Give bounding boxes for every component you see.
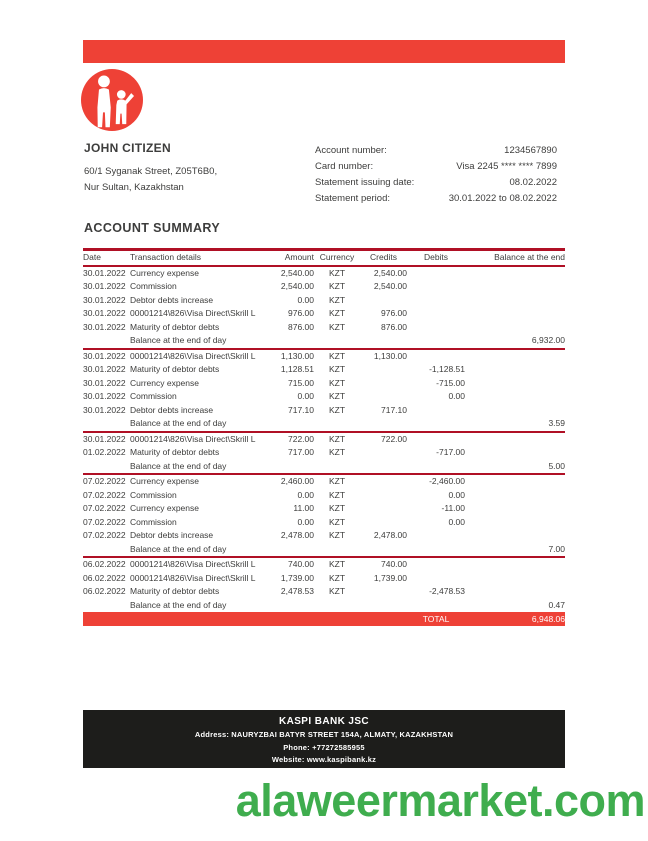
cell-debits — [407, 349, 465, 364]
cell-credits: 1,130.00 — [373, 350, 407, 361]
transaction-row — [83, 307, 565, 321]
statement-period-value: 30.01.2022 to 08.02.2022 — [448, 193, 557, 204]
cell-credits: 876.00 — [381, 321, 407, 332]
cell-amount: 1,130.00 — [280, 350, 314, 361]
balance-of-day-row — [83, 417, 565, 432]
cell-debits — [407, 572, 465, 586]
cell-details: Commission — [130, 489, 177, 500]
cell-date: 07.02.2022 — [83, 503, 126, 513]
cell-credits — [360, 489, 407, 503]
col-header-date: Date — [83, 252, 101, 262]
cell-date: 30.01.2022 — [83, 321, 126, 332]
transaction-row — [83, 266, 565, 281]
cell-details: Debtor debts increase — [130, 530, 214, 540]
card-number-value: Visa 2245 **** **** 7899 — [456, 161, 557, 172]
balance-of-day-value: 0.47 — [548, 599, 565, 610]
transaction-row — [83, 404, 565, 418]
transaction-row — [83, 529, 565, 543]
cell-balance — [465, 280, 565, 294]
cell-debits: -715.00 — [436, 377, 465, 388]
account-number-row — [315, 143, 557, 159]
cell-balance — [465, 321, 565, 335]
cell-credits: 2,478.00 — [373, 530, 407, 540]
cell-credits: 740.00 — [381, 559, 407, 569]
cell-date: 07.02.2022 — [83, 530, 126, 540]
cell-date: 06.02.2022 — [83, 572, 126, 583]
transaction-row — [83, 432, 565, 447]
footer-bank-name: KASPI BANK JSC — [278, 716, 370, 727]
balance-of-day-row — [83, 543, 565, 558]
cell-details: Maturity of debtor debts — [130, 586, 220, 596]
cell-details: Currency expense — [130, 377, 199, 388]
cell-credits — [360, 446, 407, 460]
cell-amount: 1,739.00 — [280, 572, 314, 583]
total-row — [83, 612, 565, 626]
cell-debits: -1,128.51 — [429, 364, 465, 374]
cell-date: 06.02.2022 — [83, 559, 126, 569]
cell-date: 30.01.2022 — [83, 281, 126, 291]
cell-details: Debtor debts increase — [130, 404, 214, 415]
cell-credits — [360, 390, 407, 404]
account-summary-table-wrap — [83, 248, 565, 626]
balance-of-day-row — [83, 599, 565, 613]
transaction-row — [83, 280, 565, 294]
transaction-row — [83, 572, 565, 586]
cell-balance — [465, 572, 565, 586]
cell-balance — [465, 390, 565, 404]
cell-details: 00001214\826\Visa Direct\Skrill L — [130, 433, 256, 444]
cell-balance — [465, 294, 565, 308]
col-header-balance: Balance at the end — [494, 252, 565, 262]
transaction-row — [83, 377, 565, 391]
col-header-credits: Credits — [370, 252, 397, 262]
cell-date: 01.02.2022 — [83, 447, 126, 457]
cell-date: 07.02.2022 — [83, 489, 126, 500]
card-number-label: Card number: — [315, 161, 374, 172]
cell-currency: KZT — [328, 489, 346, 500]
cell-debits: 0.00 — [448, 391, 465, 401]
cell-details: 00001214\826\Visa Direct\Skrill L — [130, 308, 256, 318]
transaction-row — [83, 489, 565, 503]
cell-credits: 2,540.00 — [373, 281, 407, 291]
cell-details: 00001214\826\Visa Direct\Skrill L — [130, 572, 256, 583]
cell-details: Debtor debts increase — [130, 294, 214, 305]
cell-details: Commission — [130, 391, 177, 401]
cell-currency: KZT — [328, 433, 346, 444]
cell-debits — [407, 432, 465, 447]
cell-amount: 0.00 — [297, 391, 314, 401]
kaspi-bank-logo-icon — [81, 69, 143, 131]
transaction-row — [83, 446, 565, 460]
cell-details: 00001214\826\Visa Direct\Skrill L — [130, 350, 256, 361]
card-number-row — [315, 159, 557, 175]
cell-details: Currency expense — [130, 267, 199, 278]
cell-debits — [407, 404, 465, 418]
cell-debits — [407, 321, 465, 335]
cell-date: 06.02.2022 — [83, 586, 126, 596]
balance-of-day-label: Balance at the end of day — [130, 460, 227, 471]
cell-balance — [465, 377, 565, 391]
cell-credits: 1,739.00 — [373, 572, 407, 583]
statement-issuing-date-value: 08.02.2022 — [509, 177, 557, 188]
balance-of-day-row — [83, 460, 565, 475]
col-header-amount: Amount — [284, 252, 314, 262]
cell-amount: 976.00 — [288, 308, 314, 318]
cell-credits: 717.10 — [381, 404, 407, 415]
balance-of-day-label: Balance at the end of day — [130, 599, 227, 610]
cell-credits: 722.00 — [381, 433, 407, 444]
balance-of-day-label: Balance at the end of day — [130, 543, 227, 554]
cell-currency: KZT — [328, 559, 346, 569]
cell-amount: 2,540.00 — [280, 281, 314, 291]
cell-date: 30.01.2022 — [83, 350, 126, 361]
cell-details: Currency expense — [130, 476, 199, 486]
statement-period-row — [315, 191, 557, 207]
cell-amount: 1,128.51 — [280, 364, 314, 374]
watermark-text: alaweermarket.com — [235, 775, 645, 826]
cell-currency: KZT — [328, 516, 346, 527]
transaction-row — [83, 321, 565, 335]
cell-balance — [465, 557, 565, 572]
cell-date: 30.01.2022 — [83, 433, 126, 444]
transaction-row — [83, 363, 565, 377]
cell-amount: 715.00 — [288, 377, 314, 388]
cell-amount: 717.10 — [288, 404, 314, 415]
cell-debits — [407, 307, 465, 321]
cell-debits — [407, 529, 465, 543]
cell-balance — [465, 432, 565, 447]
customer-address-line2: Nur Sultan, Kazakhstan — [84, 182, 184, 193]
transaction-row — [83, 557, 565, 572]
customer-address-line1: 60/1 Syganak Street, Z05T6B0, — [84, 166, 218, 177]
cell-currency: KZT — [328, 447, 346, 457]
cell-credits — [360, 516, 407, 530]
cell-debits: 0.00 — [448, 516, 465, 527]
cell-debits — [407, 280, 465, 294]
cell-currency: KZT — [328, 377, 346, 388]
balance-of-day-value: 3.59 — [548, 418, 565, 428]
cell-currency: KZT — [328, 350, 346, 361]
statement-issuing-date-row — [315, 175, 557, 191]
transaction-row — [83, 390, 565, 404]
statement-issuing-date-label: Statement issuing date: — [315, 177, 415, 188]
cell-debits: -2,460.00 — [429, 476, 465, 486]
transaction-row — [83, 349, 565, 364]
cell-date: 30.01.2022 — [83, 267, 126, 278]
cell-date: 30.01.2022 — [83, 404, 126, 415]
cell-balance — [465, 266, 565, 281]
cell-amount: 0.00 — [297, 516, 314, 527]
cell-balance — [465, 307, 565, 321]
balance-of-day-label: Balance at the end of day — [130, 418, 227, 428]
cell-currency: KZT — [328, 267, 346, 278]
cell-details: Currency expense — [130, 503, 199, 513]
cell-details: Commission — [130, 516, 177, 527]
balance-of-day-value: 5.00 — [548, 460, 565, 471]
cell-details: Maturity of debtor debts — [130, 447, 220, 457]
cell-balance — [465, 404, 565, 418]
cell-date: 07.02.2022 — [83, 516, 126, 527]
footer-bank-info — [83, 710, 565, 768]
transactions-body — [83, 266, 565, 627]
cell-debits: -2,478.53 — [429, 586, 465, 596]
cell-balance — [465, 349, 565, 364]
transaction-row — [83, 516, 565, 530]
cell-date: 30.01.2022 — [83, 364, 126, 374]
transaction-row — [83, 585, 565, 599]
account-info-block — [315, 143, 557, 207]
cell-currency: KZT — [328, 503, 346, 513]
cell-amount: 11.00 — [293, 503, 314, 513]
account-summary-table — [83, 248, 565, 626]
cell-currency: KZT — [328, 391, 346, 401]
cell-currency: KZT — [328, 476, 346, 486]
cell-currency: KZT — [328, 586, 346, 596]
cell-credits — [360, 502, 407, 516]
table-header-row — [83, 250, 565, 266]
balance-of-day-row — [83, 334, 565, 349]
cell-details: Commission — [130, 281, 177, 291]
cell-date: 30.01.2022 — [83, 377, 126, 388]
cell-debits — [407, 557, 465, 572]
account-number-label: Account number: — [315, 145, 387, 156]
cell-date: 30.01.2022 — [83, 294, 126, 305]
cell-balance — [465, 529, 565, 543]
cell-currency: KZT — [328, 572, 346, 583]
section-title: ACCOUNT SUMMARY — [84, 221, 221, 235]
cell-currency: KZT — [328, 530, 346, 540]
balance-of-day-value: 7.00 — [548, 543, 565, 554]
cell-date: 30.01.2022 — [83, 391, 126, 401]
cell-balance — [465, 502, 565, 516]
cell-amount: 717.00 — [288, 447, 314, 457]
transaction-row — [83, 294, 565, 308]
account-number-value: 1234567890 — [504, 145, 557, 156]
col-header-currency: Currency — [319, 252, 355, 262]
cell-debits: -717.00 — [436, 447, 465, 457]
cell-balance — [465, 363, 565, 377]
cell-currency: KZT — [328, 364, 346, 374]
cell-currency: KZT — [328, 308, 346, 318]
cell-date: 07.02.2022 — [83, 476, 126, 486]
cell-details: Maturity of debtor debts — [130, 364, 220, 374]
balance-of-day-value: 6,932.00 — [531, 335, 565, 345]
total-label: TOTAL — [422, 614, 450, 624]
cell-date: 30.01.2022 — [83, 308, 126, 318]
cell-amount: 2,540.00 — [280, 267, 314, 278]
statement-period-label: Statement period: — [315, 193, 390, 204]
cell-amount: 722.00 — [288, 433, 314, 444]
cell-amount: 0.00 — [297, 489, 314, 500]
total-value: 6,948.06 — [531, 614, 565, 624]
footer-website: Website: www.kaspibank.kz — [271, 755, 377, 764]
cell-credits: 976.00 — [381, 308, 407, 318]
cell-details: 00001214\826\Visa Direct\Skrill L — [130, 559, 256, 569]
col-header-debits: Debits — [423, 252, 449, 262]
cell-amount: 2,478.00 — [280, 530, 314, 540]
footer-address: Address: NAURYZBAI BATYR STREET 154A, ALMATY, KAZAKHSTAN — [194, 730, 454, 739]
cell-amount: 2,478.53 — [280, 586, 314, 596]
cell-credits — [360, 474, 407, 489]
cell-currency: KZT — [328, 294, 346, 305]
cell-balance — [465, 474, 565, 489]
cell-debits: 0.00 — [448, 489, 465, 500]
cell-amount: 740.00 — [288, 559, 314, 569]
cell-balance — [465, 585, 565, 599]
cell-amount: 2,460.00 — [280, 476, 314, 486]
col-header-transaction-details: Transaction details — [130, 252, 202, 262]
cell-debits — [407, 266, 465, 281]
cell-balance — [465, 489, 565, 503]
cell-currency: KZT — [328, 281, 346, 291]
balance-of-day-label: Balance at the end of day — [130, 335, 227, 345]
cell-credits — [360, 294, 407, 308]
cell-debits — [407, 294, 465, 308]
cell-balance — [465, 446, 565, 460]
cell-details: Maturity of debtor debts — [130, 321, 220, 332]
customer-name: JOHN CITIZEN — [84, 141, 171, 155]
cell-credits: 2,540.00 — [373, 267, 407, 278]
transaction-row — [83, 474, 565, 489]
top-red-bar — [83, 40, 565, 63]
transaction-row — [83, 502, 565, 516]
footer-phone: Phone: +77272585955 — [283, 742, 365, 752]
cell-debits: -11.00 — [441, 503, 465, 513]
cell-credits — [360, 377, 407, 391]
cell-currency: KZT — [328, 321, 346, 332]
cell-balance — [465, 516, 565, 530]
customer-block — [84, 141, 217, 196]
cell-credits — [360, 363, 407, 377]
cell-credits — [360, 585, 407, 599]
cell-amount: 876.00 — [288, 321, 314, 332]
cell-currency: KZT — [328, 404, 346, 415]
cell-amount: 0.00 — [297, 294, 314, 305]
